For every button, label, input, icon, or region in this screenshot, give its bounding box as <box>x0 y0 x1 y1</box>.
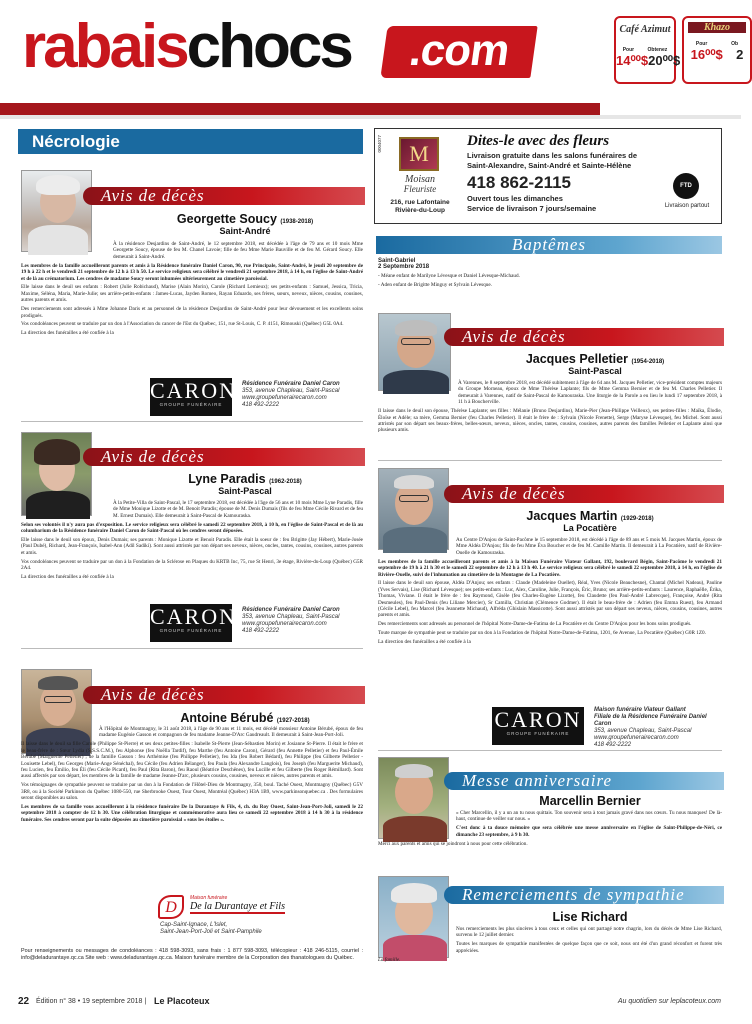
header-red-band <box>0 103 600 115</box>
avis-banner: Avis de décès <box>83 448 365 466</box>
florist-line3: Ouvert tous les dimanches <box>467 194 563 203</box>
paragraph: À la Petite-Villa de Saint-Pascal, le 17 septembre 2018, est décédée à l'âge de 56 ans et 10 mois Mme Lyne Paradis, fille de Mme Monique Lizotte et de M. Benoit Paradis; épouse de M. Denis Dumais (fils de feu Mme Cécile Rivard et de feu M. Ernest Dumais). Elle demeurait à Saint-Pascal de Kamouraska. <box>113 500 363 519</box>
caron-name: Résidence Funéraire Daniel Caron <box>242 381 340 387</box>
paragraph: Des remerciements sont adressés à Mme Johanne Daris et au personnel de la résidence Desjardins de Saint-André pour leur dévouement et les excellents soins prodigués. <box>21 306 363 319</box>
paragraph: Des remerciements sont adressés au personnel de l'hôpital Notre-Dame-de-Fatima de La Pocatière et du Centre D'Anjou pour les bons soins prodigués. <box>378 621 692 628</box>
photo-georgette-soucy <box>21 170 92 252</box>
obit-name <box>470 509 710 523</box>
bapteme-entry: - Méane enfant de Marilyne Lévesque et Daniel Lévesque-Michaud. <box>378 273 520 279</box>
obit-contact-berube <box>21 948 363 964</box>
florist-address1: 216, rue Lafontaine <box>390 199 450 206</box>
caron-web[interactable]: www.groupefunerairecaron.com <box>242 395 327 401</box>
promo-card-khazo[interactable] <box>682 16 752 84</box>
caron-tel: 418 492-2222 <box>242 402 280 408</box>
paragraph: Elle laisse dans le deuil son époux, Denis Dumais; ses parents : Monique Lizotte et Benoit Paradis. Elle était la soeur de : feu Brigitte (Jay Hébert), Marie-Josée (Paul Dubé), Richard, Jean-François, Isabel-Ann (Adil Sadiki). Sont aussi attristés par son départ ses neveux, nièces, oncles, tantes, cousins, cousines, autres parents et amis. <box>21 537 363 556</box>
footer-tagline[interactable]: Au quotidien sur leplacoteux.com <box>617 998 721 1005</box>
paragraph: À Varennes, le 8 septembre 2018, est décédé subitement à l'âge de 64 ans M. Jacques Pelletier, vice-président comptes majeurs du Groupe Morneau, époux de Mme Thérèse Laplante; fils de Mme Gemma Bernier et de feu M. Charles Pelletier. Il demeurait à Varennes, natif de Saint-Pascal de Kamouraska. Une liturgie de la Parole a eu lieu le lundi 17 septembre 2018, à 11 h à Boucherville. <box>458 380 722 406</box>
rabaischocs-logo[interactable] <box>22 12 351 82</box>
paragraph: Toutes les marques de sympathie manifestées de quelque façon que ce soit, nous ont été d'un grand réconfort et furent très appréciées. <box>456 941 722 954</box>
years-text: (1962-2018) <box>269 479 302 485</box>
paragraph: Toute marque de sympathie peut se traduire par un don à la Fondation de l'hôpital Notre-Dame-de-Fatima, 1201, 6e Avenue, La Pocatière (Québec) G0R 1Z0. <box>378 630 706 637</box>
paragraph: Vos condoléances peuvent se traduire par un don à l'Association du cancer de l'Est du Québec, 151, rue St-Louis, C. P. 4151, Rimouski (Québec) G5L 0A4. <box>21 321 344 328</box>
paragraph: La famille. <box>378 956 401 963</box>
obit-text-paradis <box>21 500 363 583</box>
bapteme-entry: - Aden enfant de Brigitte Minguy et Sylvain Lévesque. <box>378 281 492 288</box>
caron-address <box>594 707 722 749</box>
obit-text-soucy <box>21 241 363 339</box>
promo-obtenez: Ob <box>731 41 739 47</box>
caron-wordmark: CARON <box>494 707 582 732</box>
caron-name: Résidence Funéraire Daniel Caron <box>242 607 340 613</box>
florist-line2: Saint-Alexandre, Saint-André et Sainte-Hélène <box>467 161 632 170</box>
bapteme-date: 2 Septembre 2018 <box>378 264 430 270</box>
caron-logo[interactable] <box>150 604 238 642</box>
caron-name2: Filiale de la Résidence Funéraire Daniel Caron <box>594 714 707 727</box>
avis-banner: Avis de décès <box>444 485 724 503</box>
paragraph: Il laisse dans le deuil son épouse, Aldéa D'Anjou; ses enfants : Claude (Madeleine Ouellet), Réal, Yves (Nicole Beauchesne), Chantal (Michel Nadeau), Pauline (Yves Servais), Lise (Richard Lévesque); ses petits-enfants : Luc, Alex, Caroline, Julie, François, Éric, Bruno; ses arrière-petits-enfants : Laurence, Raphaëlle, Érika, Thomas, Viviane. Il était le frère de : feu Raymond, Gisèle (feu Charles-Eugène Lizotte), feu Claudette (feu Paul-André Labrecque), Françoise, André (Rita Desmeules), feu Paul-Denis (feu Liliane Mercier), Sr Camilla, Christian (Clémence Godmer). Il était le beau-frère de : Adrien (feu Emma Ruest), feu Armand (Cécile Lebel), feu Marcel (feu Jeannette Michaud), Alfréda (Ghislain Massicotte). Sont aussi attristés par son départ ses neveux, nièces, cousins, cousines, autres parents et amis. <box>378 580 722 619</box>
name-text: Jacques Pelletier <box>525 352 628 366</box>
obit-name <box>480 352 710 366</box>
florist-livraison: Livraison partout <box>664 203 710 209</box>
caron-logo[interactable] <box>492 707 584 745</box>
caron-web[interactable]: www.groupefunerairecaron.com <box>242 621 327 627</box>
section-title: Nécrologie <box>18 129 363 154</box>
page-number: 22 <box>18 996 30 1007</box>
caron-addr: 353, avenue Chapleau, Saint-Pascal <box>242 388 340 394</box>
messe-name: Marcellin Bernier <box>539 794 641 808</box>
divider <box>378 460 722 461</box>
caron-sub: GROUPE FUNÉRAIRE <box>159 402 223 407</box>
obit-text-martin <box>378 537 722 648</box>
caron-web[interactable]: www.groupefunerairecaron.com <box>594 735 679 741</box>
promo-value: 2 <box>736 47 744 62</box>
florist-line1: Livraison gratuite dans les salons funéraires de <box>467 151 638 160</box>
paragraph: Les membres de la famille accueilleront parents et amis à la Maison Funéraire Viateur Gallant, 192, boulevard Bégin, Saint-Pacôme le vendredi 21 septembre de 19 h à 21 h 30 et le samedi 22 septembre de 12 h à 13 h 40. Le service religieux sera célébré le samedi 22 septembre 2018, à 14 h, en l'église de Rivière-Ouelle, suivi de l'inhumation au cimetière de la Montagne de La Pocatière. <box>378 558 722 578</box>
caron-address <box>242 607 367 635</box>
durantaye-maison: Maison funéraire <box>190 895 228 901</box>
durantaye-logo[interactable] <box>158 895 318 943</box>
paragraph: Pour renseignements ou messages de condoléances : 418 598-3093, sans frais : 1 877 598-3093, télécopieur : 418 246-5115, courriel : info@deladurantaye.qc.ca Site web : www.deladurantaye.qc.ca. Maison funéraire membre de la Corporation des thanatologues du Québec. <box>21 948 363 961</box>
remerciements-name: Lise Richard <box>552 910 628 924</box>
paragraph: Merci aux parents et amis qui se joindront à nous pour cette célébration. <box>378 840 528 847</box>
florist-line4: Service de livraison 7 jours/semaine <box>467 204 597 213</box>
florist-address2: Rivière-du-Loup <box>395 207 445 214</box>
caron-wordmark: CARON <box>150 378 238 403</box>
header-shadow-band <box>0 115 741 119</box>
promo-brand: Khazo <box>688 22 746 33</box>
florist-name2: Fleuriste <box>403 184 437 194</box>
florist-name: Moisan <box>405 174 435 185</box>
promo-pour: Pour <box>622 47 635 53</box>
divider <box>21 648 363 649</box>
caron-address <box>242 381 367 409</box>
paper-name: Le Placoteux <box>154 996 210 1006</box>
paragraph: Vos témoignages de sympathie peuvent se traduire par un don à la Fondation de l'Hôtel-Dieu de Montmagny, 350, boul. Taché Ouest, Montmagny (Québec) G5V 3R8, ou à la Société Parkinson du Québec 1080-550, rue Sherbrooke Ouest, Tour Ouest, Montréal (Québec) H3A 1B9, www.parkinsonquebec.ca . Des formulaires seront disponibles au salon. <box>21 782 363 802</box>
paragraph: La direction des funérailles a été confiée à la <box>378 639 471 646</box>
messe-banner: Messe anniversaire <box>444 772 724 790</box>
logo-part-a: rabais <box>22 12 187 81</box>
edition-text: Édition n° 38 • 19 septembre 2018 | <box>36 998 147 1005</box>
divider <box>378 750 722 751</box>
logo-part-b: chocs <box>186 12 351 81</box>
obit-text-pelletier <box>378 380 722 436</box>
caron-tel: 418 492-2222 <box>594 742 632 748</box>
logo-com-badge[interactable]: .com <box>380 26 537 78</box>
avis-banner: Avis de décès <box>444 328 724 346</box>
paragraph: Il laisse dans le deuil son épouse, Thérèse Laplante; ses filles : Mélanie (Bruno Desjardins), Marie-Pier (Jean-Philippe Veilleux), ses petites-filles : Maïka, Élodie, Éloïse et Adèle; sa mère, Gemma Bernier (feu Charles Pelletier). Il était le frère de : Sylvain (Nicole Frenette), Serge (Maryse Lévesque), feu Michel. Sont aussi attristés par son départ ses beaux-frères, belles-sœurs, neveux, nièces, oncles, tantes, cousins, cousines, autres parents des familles Pelletier et Laplante ainsi que plusieurs amis. <box>378 408 722 434</box>
durantaye-l1: Cap-Saint-Ignace, L'Islet, <box>160 922 228 928</box>
years-text: (1954-2018) <box>631 359 665 365</box>
paragraph: Il laisse dans le deuil sa fille Carole (Philippe St-Pierre) et ses deux petites-filles : Isabelle St-Pierre (Jean-Sébastien Morin) et Josianne St-Pierre. Il était le frère et le beau-frère de : Sœur Lydia (S.S.S.C.M.), feu Alphonse (feu Noëlla Tardif), feu Marthe (feu Antoine Caron), Gérard (feu Annette Pelletier) et feu Paul-Émile Bérubé (Marguerite Pelletier) ; de la famille Gasson : feu Arthémise (feu Philippe Pelletier), feu Ida (feu Robert Bédard), feu Philippe (feu Gilberte Pelletier - Louisette Lebel), feu Georges (Marie-Ange Sénéchal), feu Cécile (feu Adrien Bélanger), feu Paula (feu Alexandre Langlois), feu Joseph (feu Marguerite Michaud), feu Lucien, feu Émilio, feu Éli (feu Cécile Picard), feu Paul (Rita Baron), feu Raoul (Béatrice Deschênes), feu Lucille et feu Gilberte (feu Roger Rémillard). Sont aussi affectés par son départ, les membres de la famille de madame Jeanne-D'arc, plusieurs cousins, cousines, neveux et nièces, autres parents et amis. <box>21 741 363 780</box>
avis-banner: Avis de décès <box>83 686 365 704</box>
promo-price: 14⁰⁰$ <box>616 53 649 68</box>
ftd-logo: FTD <box>673 173 699 199</box>
obit-name <box>130 472 360 486</box>
florist-ad[interactable] <box>374 128 722 224</box>
paragraph: Vos condoléances peuvent se traduire par un don à la Fondation de la Sclérose en Plaques du KRTB Inc, 75, rue St Henri, 3e étage, Rivière-du-Loup (Québec) G5R 2A4. <box>21 558 363 572</box>
paragraph: À la résidence Desjardins de Saint-André, le 12 septembre 2018, est décédée à l'âge de 79 ans et 10 mois Mme Georgette Soucy, épouse de feu M. Chanel Lavoie; fille de feu Mme Marie Bauville et de feu M. Gérard Soucy. Elle demeurait à Saint-André. <box>113 241 363 260</box>
paragraph: Elle laisse dans le deuil ses enfants : Robert (Julie Robichaud), Marise (Alain Morin), Carole (Richard Lemieux); ses petits-enfants : Samuel, Jessica, Tricia, Maxime, Séléna, Maria, Marie-Julie; ses arrière-petits-enfants : James-Lucas, Jayden Romeo, Rayan Eduardo, ses frères, sœurs, neveux, nièces, cousins, cousines, autres parents et amis. <box>21 284 363 304</box>
obit-name <box>130 212 360 226</box>
promo-card-cafe-azimut[interactable] <box>614 16 681 84</box>
promo-brand: Café Azimut <box>619 24 671 35</box>
obit-place: La Pocatière <box>563 523 617 533</box>
durantaye-name: De la Durantaye et Fils <box>190 901 285 912</box>
paragraph: La direction des funérailles a été confiée à la <box>21 330 114 337</box>
florist-headline: Dites-le avec des fleurs <box>467 133 610 149</box>
durantaye-l2: Saint-Jean-Port-Joli et Saint-Pamphile <box>160 929 262 935</box>
paragraph: « Cher Marcellin, il y a un an tu nous quittais. Ton souvenir sera à tout jamais gravé dans nos cœurs. Tu nous manques! De là-haut, continue de veiller sur nous. » <box>456 810 722 823</box>
divider <box>21 421 363 422</box>
caron-logo[interactable] <box>150 378 238 416</box>
years-text: (1927-2018) <box>276 718 310 724</box>
name-text: Antoine Bérubé <box>180 711 274 725</box>
years-text: (1938-2018) <box>280 219 314 225</box>
florist-phone[interactable]: 418 862-2115 <box>467 173 571 192</box>
promo-obtenez: Obtenez <box>647 47 668 53</box>
caron-tel: 418 492-2222 <box>242 628 280 634</box>
paragraph: Selon ses volontés il n'y aura pas d'exposition. Le service religieux sera célébré le samedi 22 septembre 2018, à 10 h, en l'église de Saint-Pascal et de là au columbarium de la Résidence funéraire Daniel Caron de Saint-Pascal où les cendres seront déposées. <box>21 521 363 535</box>
remerciements-banner: Remerciements de sympathie <box>444 886 724 904</box>
years-text: (1929-2018) <box>620 516 654 522</box>
obit-place: Saint-Pascal <box>218 486 272 496</box>
name-text: Jacques Martin <box>526 509 618 523</box>
name-text: Georgette Soucy <box>176 212 277 226</box>
obit-name <box>130 711 360 725</box>
paragraph: À l'Hôpital de Montmagny, le 31 août 2018, à l'âge de 90 ans et 11 mois, est décédé monsieur Antoine Bérubé, époux de feu madame Eugénie Gasson et compagnon de feu madame Jeanne-D'Arc Gaudreault. Il demeurait à Saint-Jean-Port-Joli. <box>99 726 363 739</box>
caron-addr: 353, avenue Chapleau, Saint-Pascal <box>242 614 340 620</box>
promo-price: 16⁰⁰$ <box>690 47 723 62</box>
baptemes-banner: Baptêmes <box>376 236 722 254</box>
obit-place: Saint-Pascal <box>568 366 622 376</box>
paragraph: Nos remerciements les plus sincères à tous ceux et celles qui ont partagé notre chagrin, lors du décès de Mme Lise Richard, survenu le 12 juillet dernier. <box>456 926 722 939</box>
caron-sub: GROUPE FUNÉRAIRE <box>159 628 223 633</box>
bapteme-parish: Saint-Gabriel <box>378 258 416 264</box>
paragraph: Les membres de sa famille vous accueilleront à la résidence funéraire De la Durantaye & Fils, 4, ch. du Roy Ouest, Saint-Jean-Port-Joli, samedi le 22 septembre 2018 à compter de 12 h 30. Une célébration liturgique et commémorative aura lieu ce samedi 22 septembre 2018 à 14 h 30 à la résidence funéraire. Ses cendres seront par la suite déposées au cimetière paroissial « sous les étoiles ». <box>21 803 363 823</box>
remerciements-text <box>378 926 722 966</box>
florist-logo-mark: M <box>399 137 439 171</box>
avis-banner: Avis de décès <box>83 187 365 205</box>
ad-code: 0004077 <box>377 135 382 153</box>
caron-name: Maison funéraire Viateur Gallant <box>594 707 686 713</box>
page-footer <box>0 994 741 1024</box>
name-text: Lyne Paradis <box>188 472 266 486</box>
durantaye-emblem: D <box>158 895 184 919</box>
promo-value: 20⁰⁰$ <box>648 53 681 68</box>
obit-place: Saint-André <box>219 226 271 236</box>
baptemes-list <box>378 258 718 291</box>
paragraph: La direction des funérailles a été confiée à la <box>21 574 114 581</box>
caron-wordmark: CARON <box>150 604 238 629</box>
messe-text <box>378 810 722 850</box>
promo-pour: Pour <box>695 41 708 47</box>
paragraph: C'est donc à ta douce mémoire que sera célébrée une messe anniversaire en l'église de Saint-Philippe-de-Néri, ce dimanche 23 septembre, à 9 h 30. <box>456 825 722 838</box>
caron-sub: GROUPE FUNÉRAIRE <box>506 731 570 736</box>
obit-text-berube <box>21 726 363 826</box>
paragraph: Les membres de la famille accueilleront parents et amis à la Résidence funéraire Daniel Caron, 90, rue Principale, Saint-André, le jeudi 20 septembre de 19 h à 22 h et le vendredi 21 septembre de 12 h à 13 h 50. Le service religieux sera célébré le vendredi 21 septembre 2018, à 14 h, en l'église de Saint-André et de là au crématorium. Les cendres de madame Soucy seront inhumées ultérieurement au cimetière paroissial. <box>21 262 363 282</box>
caron-addr: 353, avenue Chapleau, Saint-Pascal <box>594 728 692 734</box>
paragraph: Au Centre D'Anjou de Saint-Pacôme le 15 septembre 2018, est décédé à l'âge de 89 ans et 5 mois M. Jacques Martin, époux de Mme Aldéa D'Anjou; fils de feu Mme Éva Boucher et de feu M. Camille Martin. Il demeurait à La Pocatière, natif de Rivière-Ouelle de Kamouraska. <box>456 537 722 556</box>
